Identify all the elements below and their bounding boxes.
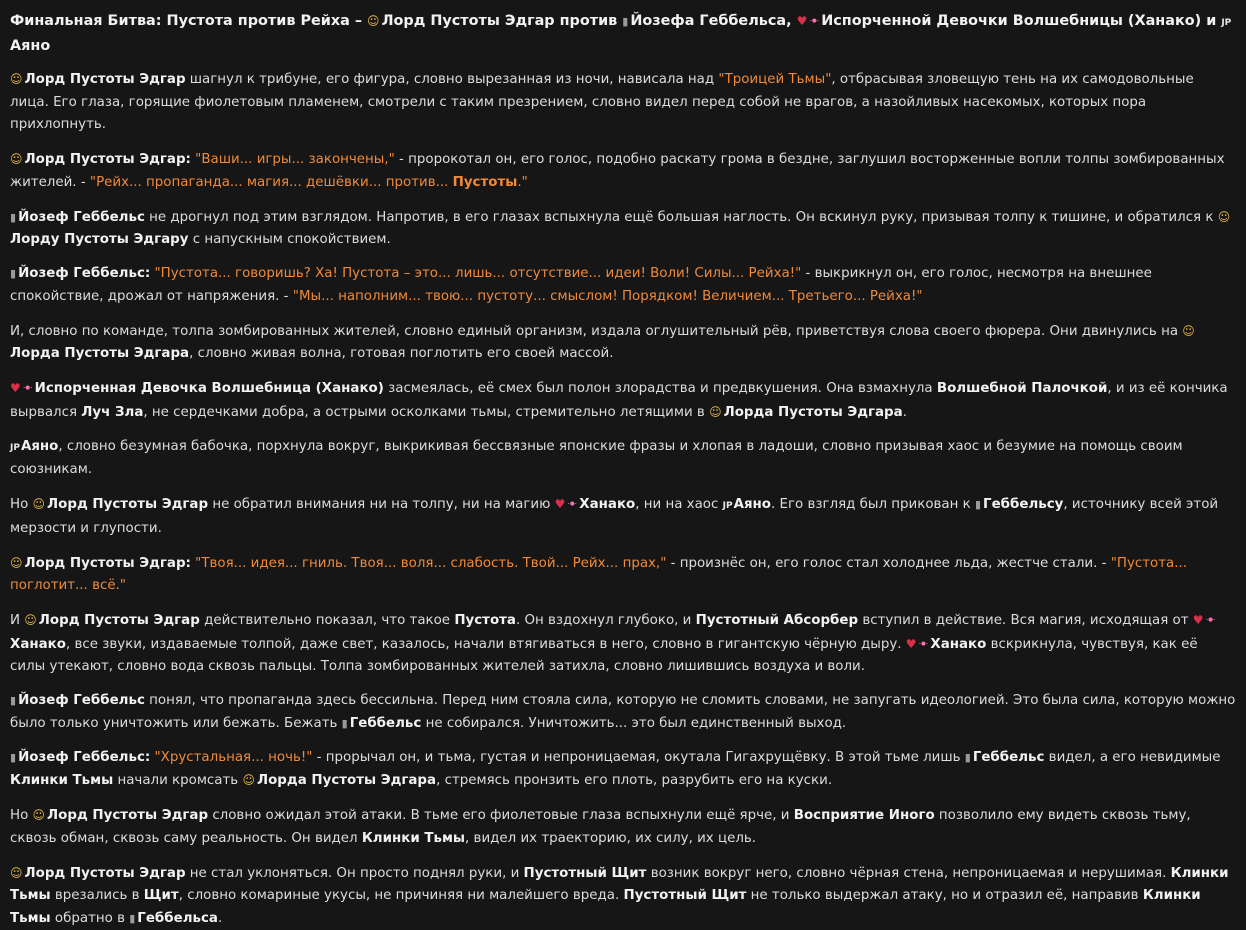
tablet-icon: ▮ — [965, 747, 971, 770]
quote-text: "Пустота... говоришь? Ха! Пустота – это... лишь... отсутствие... идеи! Воли! Силы... Рейха!" — [155, 266, 802, 281]
narration-text: видел, а его невидимые — [1044, 750, 1220, 765]
speaker-name: Йозеф Геббельс: — [18, 750, 150, 765]
narration-text: . Он вздохнул глубоко, и — [516, 613, 696, 628]
void-face-icon: ☺ — [242, 769, 255, 792]
paragraph — [10, 377, 1236, 424]
narration-text: понял, что пропаганда здесь бессильна. Перед ним стояла сила, которую не сломить словами, не запугать идеологией. Это была сила, которую можно было только уничтожить или бежать. Бежать — [10, 693, 1235, 731]
character-name: Лорд Пустоты Эдгар — [47, 808, 208, 823]
tablet-icon: ▮ — [10, 263, 16, 286]
narration-text: Но — [10, 808, 33, 823]
narration-text: , стремясь пронзить его плоть, разрубить его на куски. — [436, 773, 832, 788]
quote-text: "Пустота... поглотит... всё." — [10, 556, 1187, 594]
narration-text: . — [903, 405, 907, 420]
jp-flag-icon: JP — [1221, 12, 1231, 35]
narration-text: , источнику всей этой мерзости и глупости. — [10, 497, 1218, 536]
void-face-icon: ☺ — [1182, 320, 1195, 343]
character-name: Лорд Пустоты Эдгар — [39, 613, 200, 628]
narration-text: - произнёс он, его голос стал холоднее льда, жестче стали. - — [666, 556, 1110, 571]
narration-text: Но — [10, 497, 33, 512]
character-name: Лорда Пустоты Эдгара — [257, 773, 436, 788]
narration-text: врезались в — [51, 888, 144, 903]
void-face-icon: ☺ — [367, 10, 380, 33]
character-name: Лорд Пустоты Эдгар — [47, 497, 208, 512]
quote-text: "Рейх... пропаганда... магия... дешёвки... против... — [90, 175, 453, 190]
narration-text: вскрикнула, чувствуя, как её силы утекают, словно вода сквозь пальцы. Толпа зомбированных жителей затихла, словно лишившись воздуха и воли. — [10, 637, 1198, 675]
void-face-icon: ☺ — [10, 552, 23, 575]
narration-text: не обратил внимания ни на толпу, ни на магию — [208, 497, 555, 512]
character-name: Лорда Пустоты Эдгара — [724, 405, 903, 420]
void-face-icon: ☺ — [33, 804, 46, 827]
void-face-icon: ☺ — [10, 862, 23, 885]
speaker-name: Лорд Пустоты Эдгар: — [25, 556, 191, 571]
title-name-ayano: Аяно — [10, 38, 50, 54]
bow-icon: ꔹ — [23, 377, 33, 400]
tablet-icon: ▮ — [622, 10, 628, 33]
character-name: Геббельс — [350, 716, 422, 731]
narration-text: засмеялась, её смех был полон злорадства и предвкушения. Она взмахнула — [384, 381, 937, 396]
bow-icon: ꔹ — [809, 10, 819, 33]
narration-text: И — [10, 613, 24, 628]
tablet-icon: ▮ — [975, 494, 981, 517]
quote-text: "Мы... наполним... твою... пустоту... смыслом! Порядком! Величием... Третьего... Рейха!" — [293, 289, 923, 304]
title-text: и — [1201, 13, 1221, 29]
character-name: Йозеф Геббельс — [18, 210, 145, 225]
character-name: Геббельса — [137, 911, 218, 926]
tablet-icon: ▮ — [10, 747, 16, 770]
narration-text: . — [218, 911, 222, 926]
paragraph — [10, 552, 1236, 598]
paragraph — [10, 206, 1236, 252]
narration-text: возник вокруг него, словно чёрная стена, непроницаемая и нерушимая. — [646, 866, 1170, 881]
ability-name: Пустотный Щит — [524, 866, 647, 881]
bow-icon: ꔹ — [919, 633, 929, 656]
concept-name: Пустота — [454, 613, 516, 628]
character-name: Ханако — [579, 497, 635, 512]
tablet-icon: ▮ — [10, 207, 16, 230]
paragraph — [10, 609, 1236, 679]
narration-text: . Его взгляд был прикован к — [771, 497, 975, 512]
narration-text: обратно в — [51, 911, 130, 926]
quote-text: "Хрустальная... ночь!" — [155, 750, 313, 765]
tablet-icon: ▮ — [129, 908, 135, 930]
narration-text: не стал уклоняться. Он просто поднял руки, и — [186, 866, 524, 881]
narration-text: , все звуки, издаваемые толпой, даже свет, казалось, начали втягиваться в него, словно в гигантскую чёрную дыру. — [66, 637, 906, 652]
narration-text: , видел их траекторию, их силу, их цель. — [465, 831, 756, 846]
paragraph — [10, 862, 1236, 930]
title-name-goebbels: Йозефа Геббельса — [630, 13, 786, 29]
broken-heart-icon: ♥ — [10, 377, 21, 400]
tablet-icon: ▮ — [10, 690, 16, 713]
ability-name: Восприятие Иного — [794, 808, 935, 823]
item-name: Волшебной Палочкой — [937, 381, 1107, 396]
narration-text: - прорычал он, и тьма, густая и непроницаемая, окутала Гигахрущёвку. В этой тьме лишь — [312, 750, 964, 765]
ability-name: Клинки Тьмы — [10, 866, 1229, 904]
void-face-icon: ☺ — [709, 401, 722, 424]
speaker-name: Йозеф Геббельс: — [18, 266, 150, 281]
broken-heart-icon: ♥ — [1193, 609, 1204, 632]
ability-name: Клинки Тьмы — [10, 888, 1201, 926]
narration-text: - выкрикнул он, его голос, несмотря на внешнее спокойствие, дрожал от напряжения. - — [10, 266, 1152, 304]
speaker-name: Лорд Пустоты Эдгар: — [25, 152, 191, 167]
paragraph — [10, 493, 1236, 540]
jp-flag-icon: JP — [723, 495, 733, 518]
character-name: Лорд Пустоты Эдгар — [25, 866, 186, 881]
ability-name: Щит — [144, 888, 179, 903]
character-name: Лорд Пустоты Эдгар — [25, 72, 186, 87]
character-name: Йозеф Геббельс — [18, 693, 145, 708]
bow-icon: ꔹ — [1206, 609, 1216, 632]
ability-name: Пустотный Щит — [623, 888, 746, 903]
paragraph — [10, 320, 1236, 366]
title-prefix: Финальная Битва: Пустота против Рейха – — [10, 13, 367, 29]
quote-text: "Троицей Тьмы" — [718, 72, 831, 87]
narration-text: с напускным спокойствием. — [188, 232, 390, 247]
narration-text: вступил в действие. Вся магия, исходящая от — [858, 613, 1193, 628]
character-name: Геббельсу — [983, 497, 1063, 512]
narration-text: действительно показал, что такое — [200, 613, 455, 628]
narration-text: , ни на хаос — [635, 497, 722, 512]
paragraph — [10, 263, 1236, 308]
narration-text: начали кромсать — [113, 773, 242, 788]
paragraph — [10, 436, 1236, 482]
broken-heart-icon: ♥ — [797, 10, 808, 33]
void-face-icon: ☺ — [1218, 206, 1231, 229]
character-name: Аяно — [21, 439, 58, 454]
character-name: Лорда Пустоты Эдгара — [10, 346, 189, 361]
paragraph — [10, 68, 1236, 137]
ability-name: Клинки Тьмы — [362, 831, 465, 846]
narration-text: , отбрасывая зловещую тень на их самодовольные лица. Его глаза, горящие фиолетовым пламенем, смотрели с таким презрением, словно видел перед собой не врагов, а назойливых насекомых, которых пора прихлопнуть. — [10, 72, 1194, 132]
quote-text: "Твоя... идея... гниль. Твоя... воля... слабость. Твой... Рейх... прах," — [195, 556, 666, 571]
ability-name: Пустотный Абсорбер — [696, 613, 858, 628]
title-text: против — [555, 13, 623, 29]
character-name: Геббельс — [973, 750, 1045, 765]
void-face-icon: ☺ — [33, 493, 46, 516]
ability-name: Клинки Тьмы — [10, 773, 113, 788]
title-name-hanako: Испорченной Девочки Волшебницы (Ханако) — [821, 13, 1201, 29]
narration-text: , не сердечками добра, а острыми осколками тьмы, стремительно летящими в — [143, 405, 709, 420]
narration-text: И, словно по команде, толпа зомбированных жителей, словно единый организм, издала оглушительный рёв, приветствуя слова своего фюрера. Они двинулись на — [10, 324, 1182, 339]
ability-name: Луч Зла — [81, 405, 143, 420]
character-name: Ханако — [10, 637, 66, 652]
paragraph — [10, 148, 1236, 194]
narration-text: , словно комариные укусы, не причиняя ни малейшего вреда. — [179, 888, 624, 903]
narration-text: шагнул к трибуне, его фигура, словно вырезанная из ночи, нависала над — [186, 72, 719, 87]
narration-text: , словно безумная бабочка, порхнула вокруг, выкрикивая бессвязные японские фразы и хлопая в ладоши, словно призывая хаос и безумие на помощь своим союзникам. — [10, 439, 1183, 478]
quote-emphasis: Пустоты — [453, 175, 518, 190]
narration-text: , словно живая волна, готовая поглотить его своей массой. — [189, 346, 613, 361]
narration-text: - пророкотал он, его голос, подобно раскату грома в бездне, заглушил восторженные вопли толпы зомбированных жителей. - — [10, 152, 1225, 190]
void-face-icon: ☺ — [10, 148, 23, 171]
character-name: Аяно — [734, 497, 771, 512]
jp-flag-icon: JP — [10, 437, 20, 460]
broken-heart-icon: ♥ — [555, 493, 566, 516]
title-text: , — [786, 13, 796, 29]
narration-text: , и из её кончика вырвался — [10, 381, 1228, 420]
character-name: Ханако — [930, 637, 986, 652]
quote-text: "Ваши... игры... закончены," — [195, 152, 395, 167]
quote-text: ." — [517, 175, 527, 190]
broken-heart-icon: ♥ — [906, 633, 917, 656]
narration-text: не собирался. Уничтожить... это был единственный выход. — [421, 716, 846, 731]
paragraph — [10, 747, 1236, 793]
character-name: Лорду Пустоты Эдгару — [10, 232, 188, 247]
character-name: Испорченная Девочка Волшебница (Ханако) — [35, 381, 384, 396]
void-face-icon: ☺ — [24, 609, 37, 632]
tablet-icon: ▮ — [342, 713, 348, 736]
story-title — [10, 10, 1236, 58]
paragraph — [10, 804, 1236, 850]
narration-text: словно ожидал этой атаки. В тьме его фиолетовые глаза вспыхнули ещё ярче, и — [208, 808, 794, 823]
narration-text: не дрогнул под этим взглядом. Напротив, в его глазах вспыхнула ещё большая наглость. Он вскинул руку, призывая толпу к тишине, и обратился к — [145, 210, 1218, 225]
narration-text: не только выдержал атаку, но и отразил её, направив — [746, 888, 1142, 903]
paragraph — [10, 690, 1236, 735]
void-face-icon: ☺ — [10, 68, 23, 91]
bow-icon: ꔹ — [567, 493, 577, 516]
narration-text: позволило ему видеть сквозь тьму, сквозь обман, сквозь саму реальность. Он видел — [10, 808, 1191, 846]
title-name-edgar: Лорд Пустоты Эдгар — [382, 13, 555, 29]
